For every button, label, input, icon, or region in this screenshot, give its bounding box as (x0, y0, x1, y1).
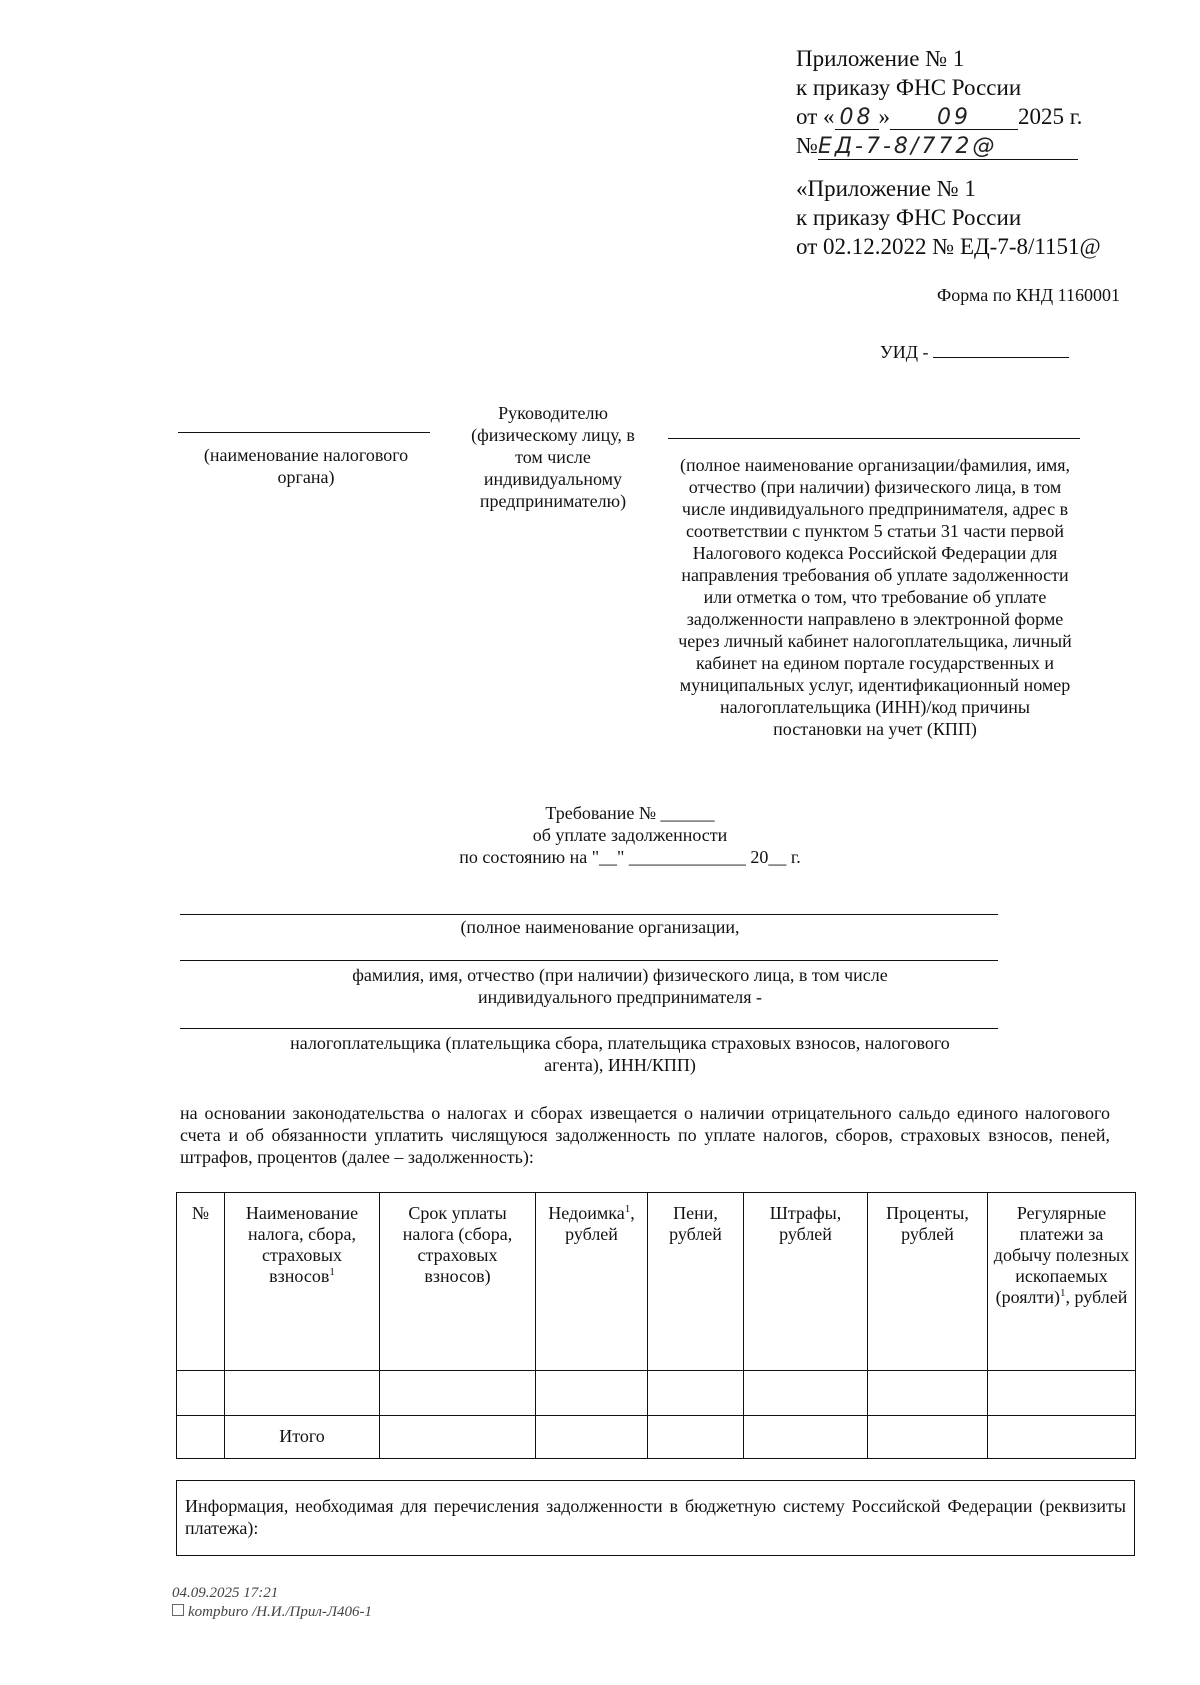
payer-caption-1: (полное наименование организации, (460, 917, 740, 937)
approval-block (796, 44, 1176, 160)
document-title (430, 802, 830, 868)
appendix-line2: к приказу ФНС России (796, 205, 1022, 230)
appendix-line1: «Приложение № 1 (796, 176, 976, 201)
title-line3: по состоянию на "__" _____________ 20__ г. (459, 847, 801, 867)
payer-caption-2: фамилия, имя, отчество (при наличии) физического лица, в том числе индивидуального предпринимателя - (352, 965, 888, 1007)
col-arrears-header: Недоимка$^1$, рублей (536, 1193, 648, 1371)
title-line2: об уплате задолженности (532, 825, 728, 845)
total-label: Итого (225, 1416, 380, 1459)
approval-number-value: ЕД-7-8/772@ (818, 135, 1078, 160)
payer-line-3 (180, 1028, 998, 1029)
approval-date: от « 08 » 09 2025 г. (796, 104, 1083, 130)
uid-field (880, 340, 1069, 363)
form-code: Форма по КНД 1160001 (937, 285, 1120, 305)
payer-line-1 (180, 914, 998, 915)
col-interest-header: Проценты, рублей (868, 1193, 988, 1371)
body-paragraph: на основании законодательства о налогах и сборах извещается о наличии отрицательного сальдо единого налогового счета и об обязанности уплатить числящуюся задолженность по уплате налогов, сборов, страховых взносов, пеней, штрафов, процентов (далее – задолженность): (180, 1103, 1110, 1167)
title-line1: Требование № ______ (545, 803, 715, 823)
tax-authority-caption: (наименование налогового органа) (203, 445, 409, 487)
uid-blank (933, 340, 1069, 358)
footer (172, 1584, 372, 1622)
col-tax-name-header: Наименование налога, сбора, страховых взносов$^1$ (225, 1193, 380, 1371)
approval-line2: к приказу ФНС России (796, 75, 1022, 100)
col-fines-header: Штрафы, рублей (744, 1193, 868, 1371)
table-header-row (177, 1193, 1136, 1371)
approval-month: 09 (890, 107, 1018, 130)
appendix-block (796, 174, 1176, 261)
tax-authority-line (178, 432, 430, 433)
approval-line1: Приложение № 1 (796, 46, 965, 71)
recipient-caption: (полное наименование организации/фамилия, имя, отчество (при наличии) физического лица, в том числе индивидуального предпринимателя, адрес в соответствии с пунктом 5 статьи 31 части первой Налогового кодекса Российской Федерации для направления требования об уплате задолженности или отметка о том, что требование об уплате задолженности направлено в электронной форме через личный кабинет налогоплательщика, личный кабинет на едином портале государственных и муниципальных услуг, идентификационный номер налогоплательщика (ИНН)/код причины постановки на учет (КПП) (678, 455, 1072, 739)
footer-file-ref: kompburo /Н.И./Прил-Л406-1 (172, 1603, 372, 1622)
table-total-row (177, 1416, 1136, 1459)
payment-info-text: Информация, необходимая для перечисления задолженности в бюджетную систему Российской Федерации (реквизиты платежа): (185, 1496, 1126, 1538)
approval-number: №ЕД-7-8/772@ (796, 131, 1176, 160)
approval-day: 08 (835, 107, 879, 130)
addressee: Руководителю (физическому лицу, в том числе индивидуальному предпринимателю) (471, 403, 635, 511)
table-row (177, 1371, 1136, 1416)
col-penalties-header: Пени, рублей (648, 1193, 744, 1371)
payer-caption-3: налогоплательщика (плательщика сбора, плательщика страховых взносов, налогового агента), ИНН/КПП) (290, 1033, 950, 1075)
appendix-line3: от 02.12.2022 № ЕД-7-8/1151@ (796, 234, 1101, 259)
col-number-header: № (177, 1193, 225, 1371)
checkbox-icon (172, 1604, 184, 1616)
col-royalty-header: Регулярные платежи за добычу полезных ископаемых (роялти)$^1$, рублей (988, 1193, 1136, 1371)
uid-label: УИД - (880, 342, 929, 362)
recipient-line (668, 438, 1080, 439)
debt-table (176, 1192, 1136, 1459)
payment-info-box (176, 1480, 1135, 1556)
col-due-date-header: Срок уплаты налога (сбора, страховых взносов) (380, 1193, 536, 1371)
payer-line-2 (180, 960, 998, 961)
footer-timestamp: 04.09.2025 17:21 (172, 1585, 279, 1601)
